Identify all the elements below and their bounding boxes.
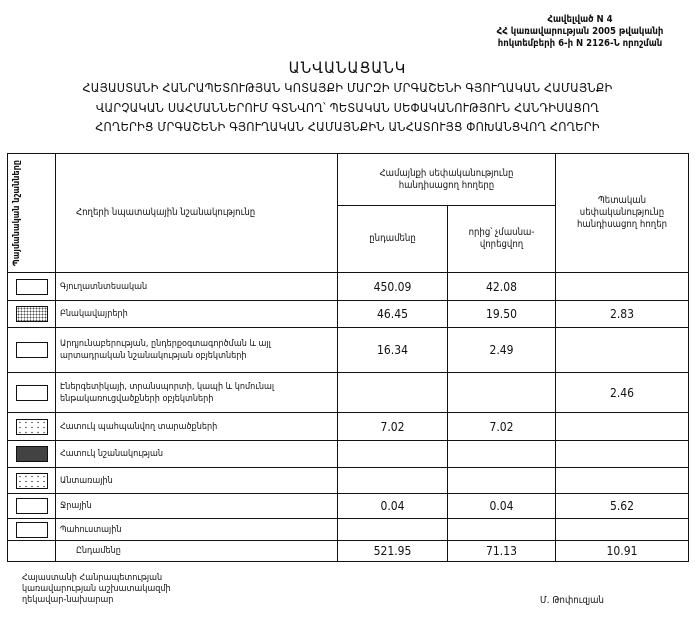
community-unprivatized: 42.08 xyxy=(448,273,556,301)
annex-line: հոկտեմբերի 6-ի N 2126-Ն որոշման xyxy=(497,38,663,49)
community-unprivatized: 2.49 xyxy=(448,328,556,373)
community-total xyxy=(338,441,448,468)
community-unprivatized xyxy=(448,373,556,413)
legend-swatch-icon xyxy=(16,342,48,358)
table-row xyxy=(8,273,689,301)
total-unprivatized: 71.13 xyxy=(448,541,556,562)
state-land xyxy=(556,413,689,441)
table-row xyxy=(8,373,689,413)
community-unprivatized: 7.02 xyxy=(448,413,556,441)
legend-symbol-cell xyxy=(8,468,56,494)
subtitle-line: ՀՈՂԵՐԻՑ ՄՐԳԱՇԵՆԻ ԳՅՈՒՂԱԿԱՆ ՀԱՄԱՅՆՔԻՆ ԱՆՀԱՏՈՒՅՑ ՓՈԽԱՆՑՎՈՂ ՀՈՂԵՐԻ xyxy=(95,119,600,134)
document-title: ԱՆՎԱՆԱՑԱՆԿ xyxy=(288,58,407,77)
table-row xyxy=(8,519,689,541)
community-total: 0.04 xyxy=(338,494,448,519)
header-symbols xyxy=(8,154,56,273)
legend-symbol-cell xyxy=(8,301,56,328)
community-unprivatized: 19.50 xyxy=(448,301,556,328)
legend-swatch-icon xyxy=(16,446,48,462)
document-subtitle xyxy=(0,78,695,137)
legend-swatch-icon xyxy=(16,473,48,489)
footer-line: ղեկավար-նախարար xyxy=(22,595,114,605)
header-unprivatized: որից՝ չմասնա-վորեցվող xyxy=(448,206,556,273)
legend-swatch-icon xyxy=(16,522,48,538)
state-land xyxy=(556,328,689,373)
community-unprivatized xyxy=(448,441,556,468)
land-purpose: Հատուկ պահպանվող տարածքների xyxy=(56,413,338,441)
table-row xyxy=(8,468,689,494)
table-row xyxy=(8,441,689,468)
state-land xyxy=(556,468,689,494)
land-table xyxy=(7,153,689,562)
legend-symbol-cell xyxy=(8,328,56,373)
legend-swatch-icon xyxy=(16,306,48,322)
community-total: 7.02 xyxy=(338,413,448,441)
legend-symbol-cell xyxy=(8,273,56,301)
legend-symbol-cell xyxy=(8,441,56,468)
state-land xyxy=(556,441,689,468)
table-row xyxy=(8,413,689,441)
header-symbols-text: Պայմանական նշանները xyxy=(12,159,22,267)
subtitle-line: ՎԱՐՉԱԿԱՆ ՍԱՀՄԱՆՆԵՐՈՒՄ ԳՏՆՎՈՂ՝ ՊԵՏԱԿԱՆ ՍԵՓԱԿԱՆՈՒԹՅՈՒՆ ՀԱՆԴԻՍԱՑՈՂ xyxy=(95,99,600,115)
community-unprivatized xyxy=(448,468,556,494)
land-purpose: Բնակավայրերի xyxy=(56,301,338,328)
state-land: 2.46 xyxy=(556,373,689,413)
legend-symbol-cell xyxy=(8,373,56,413)
header-total: ընդամենը xyxy=(338,206,448,273)
header-state: Պետական սեփականությունը հանդիսացող հողեր xyxy=(556,154,689,273)
header-community: Համայնքի սեփականությունը հանդիսացող հողերը xyxy=(338,154,556,206)
state-land: 2.83 xyxy=(556,301,689,328)
annex-line: Հավելված N 4 xyxy=(547,14,613,25)
legend-swatch-icon xyxy=(16,279,48,295)
community-unprivatized xyxy=(448,519,556,541)
land-purpose: Պահուստային xyxy=(56,519,338,541)
community-total: 46.45 xyxy=(338,301,448,328)
table-row xyxy=(8,301,689,328)
community-total xyxy=(338,468,448,494)
total-state: 10.91 xyxy=(556,541,689,562)
state-land xyxy=(556,273,689,301)
signature-name: Մ. Թոփուզյան xyxy=(540,595,604,606)
legend-swatch-icon xyxy=(16,498,48,514)
annex-line: ՀՀ կառավարության 2005 թվականի xyxy=(496,26,664,37)
footer-position xyxy=(22,573,171,606)
footer-line: կառավարության աշխատակազմի xyxy=(22,584,171,594)
legend-swatch-icon xyxy=(16,385,48,401)
table-row xyxy=(8,328,689,373)
total-community: 521.95 xyxy=(338,541,448,562)
state-land xyxy=(556,519,689,541)
annex-reference xyxy=(470,14,690,50)
community-unprivatized: 0.04 xyxy=(448,494,556,519)
legend-symbol-cell xyxy=(8,519,56,541)
land-purpose: Հատուկ նշանակության xyxy=(56,441,338,468)
land-purpose: Ջրային xyxy=(56,494,338,519)
land-purpose: Անտառային xyxy=(56,468,338,494)
footer-line: Հայաստանի Հանրապետության xyxy=(22,573,163,583)
total-label: Ընդամենը xyxy=(56,541,338,562)
legend-symbol-cell xyxy=(8,494,56,519)
land-purpose: Արդյունաբերության, ընդերքօգտագործման և այլ արտադրական նշանակության օբյեկտների xyxy=(56,328,338,373)
community-total: 450.09 xyxy=(338,273,448,301)
community-total xyxy=(338,519,448,541)
empty-cell xyxy=(8,541,56,562)
legend-swatch-icon xyxy=(16,419,48,435)
total-row xyxy=(8,541,689,562)
subtitle-line: ՀԱՅԱՍՏԱՆԻ ՀԱՆՐԱՊԵՏՈՒԹՅԱՆ ԿՈՏԱՅՔԻ ՄԱՐԶԻ ՄՐԳԱՇԵՆԻ ԳՅՈՒՂԱԿԱՆ ՀԱՄԱՅՆՔԻ xyxy=(82,80,613,95)
community-total: 16.34 xyxy=(338,328,448,373)
land-purpose: Գյուղատնտեսական xyxy=(56,273,338,301)
legend-symbol-cell xyxy=(8,413,56,441)
header-purpose: Հողերի նպատակային նշանակությունը xyxy=(56,154,338,273)
table-row xyxy=(8,494,689,519)
community-total xyxy=(338,373,448,413)
land-purpose: Էներգետիկայի, տրանսպորտի, կապի և կոմունալ ենթակառուցվածքների օբյեկտների xyxy=(56,373,338,413)
state-land: 5.62 xyxy=(556,494,689,519)
